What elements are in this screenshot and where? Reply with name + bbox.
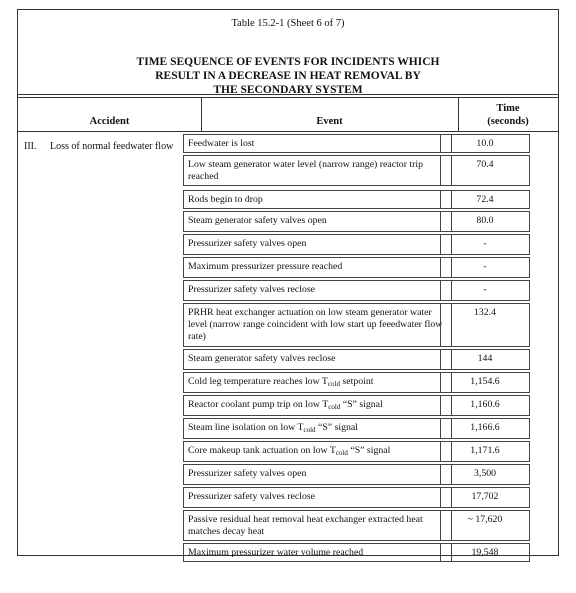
event-cell: Maximum pressurizer pressure reached	[183, 257, 452, 278]
time-cell: 3,500	[440, 464, 530, 485]
event-cell: PRHR heat exchanger actuation on low steam generator water level (narrow range coincident with low start up feeedwater flow rate)	[183, 303, 452, 347]
header-accident: Accident	[89, 116, 130, 127]
event-cell: Core makeup tank actuation on low $T_{cold}$ “S” signal	[183, 441, 452, 462]
header-event: Event	[316, 116, 343, 127]
table-caption: Table 15.2-1 (Sheet 6 of 7)	[231, 18, 345, 29]
event-cell: Pressurizer safety valves open	[183, 234, 452, 255]
accident-name: Loss of normal feedwater flow	[50, 141, 174, 152]
event-cell: Pressurizer safety valves open	[183, 464, 452, 485]
divider	[18, 131, 558, 132]
time-cell: ~ 17,620	[440, 510, 530, 541]
title-line: THE SECONDARY SYSTEM	[213, 84, 363, 96]
time-cell: 1,166.6	[440, 418, 530, 439]
header-time-unit: (seconds)	[487, 116, 529, 127]
event-cell: Rods begin to drop	[183, 190, 452, 209]
event-cell: Reactor coolant pump trip on low $T_{cold}$ “S” signal	[183, 395, 452, 416]
header-time-label: Time	[496, 103, 520, 114]
title-line: TIME SEQUENCE OF EVENTS FOR INCIDENTS WHICH	[136, 56, 440, 68]
title-line: RESULT IN A DECREASE IN HEAT REMOVAL BY	[155, 70, 421, 82]
divider	[18, 97, 558, 98]
time-cell: -	[440, 257, 530, 278]
time-cell: 1,154.6	[440, 372, 530, 393]
time-cell: 19,548	[440, 543, 530, 562]
time-cell: 70.4	[440, 155, 530, 186]
event-cell: Maximum pressurizer water volume reached	[183, 543, 452, 562]
time-cell: -	[440, 234, 530, 255]
time-cell: 1,160.6	[440, 395, 530, 416]
time-cell: -	[440, 280, 530, 301]
event-cell: Pressurizer safety valves reclose	[183, 280, 452, 301]
event-cell: Steam line isolation on low $T_{cold}$ “S” signal	[183, 418, 452, 439]
time-cell: 72.4	[440, 190, 530, 209]
time-cell: 132.4	[440, 303, 530, 347]
time-cell: 144	[440, 349, 530, 370]
table-title	[18, 55, 558, 97]
event-cell: Feedwater is lost	[183, 134, 452, 153]
event-cell: Pressurizer safety valves reclose	[183, 487, 452, 508]
event-cell: Low steam generator water level (narrow range) reactor trip reached	[183, 155, 452, 186]
event-cell: Steam generator safety valves open	[183, 211, 452, 232]
event-cell: Steam generator safety valves reclose	[183, 349, 452, 370]
header-time	[458, 102, 558, 128]
divider	[18, 94, 558, 95]
event-cell: Passive residual heat removal heat exchanger extracted heat matches decay heat	[183, 510, 452, 541]
time-cell: 1,171.6	[440, 441, 530, 462]
time-cell: 17,702	[440, 487, 530, 508]
event-cell: Cold leg temperature reaches low $T_{cold}$ setpoint	[183, 372, 452, 393]
accident-number: III.	[24, 141, 37, 152]
time-cell: 80.0	[440, 211, 530, 232]
time-cell: 10.0	[440, 134, 530, 153]
